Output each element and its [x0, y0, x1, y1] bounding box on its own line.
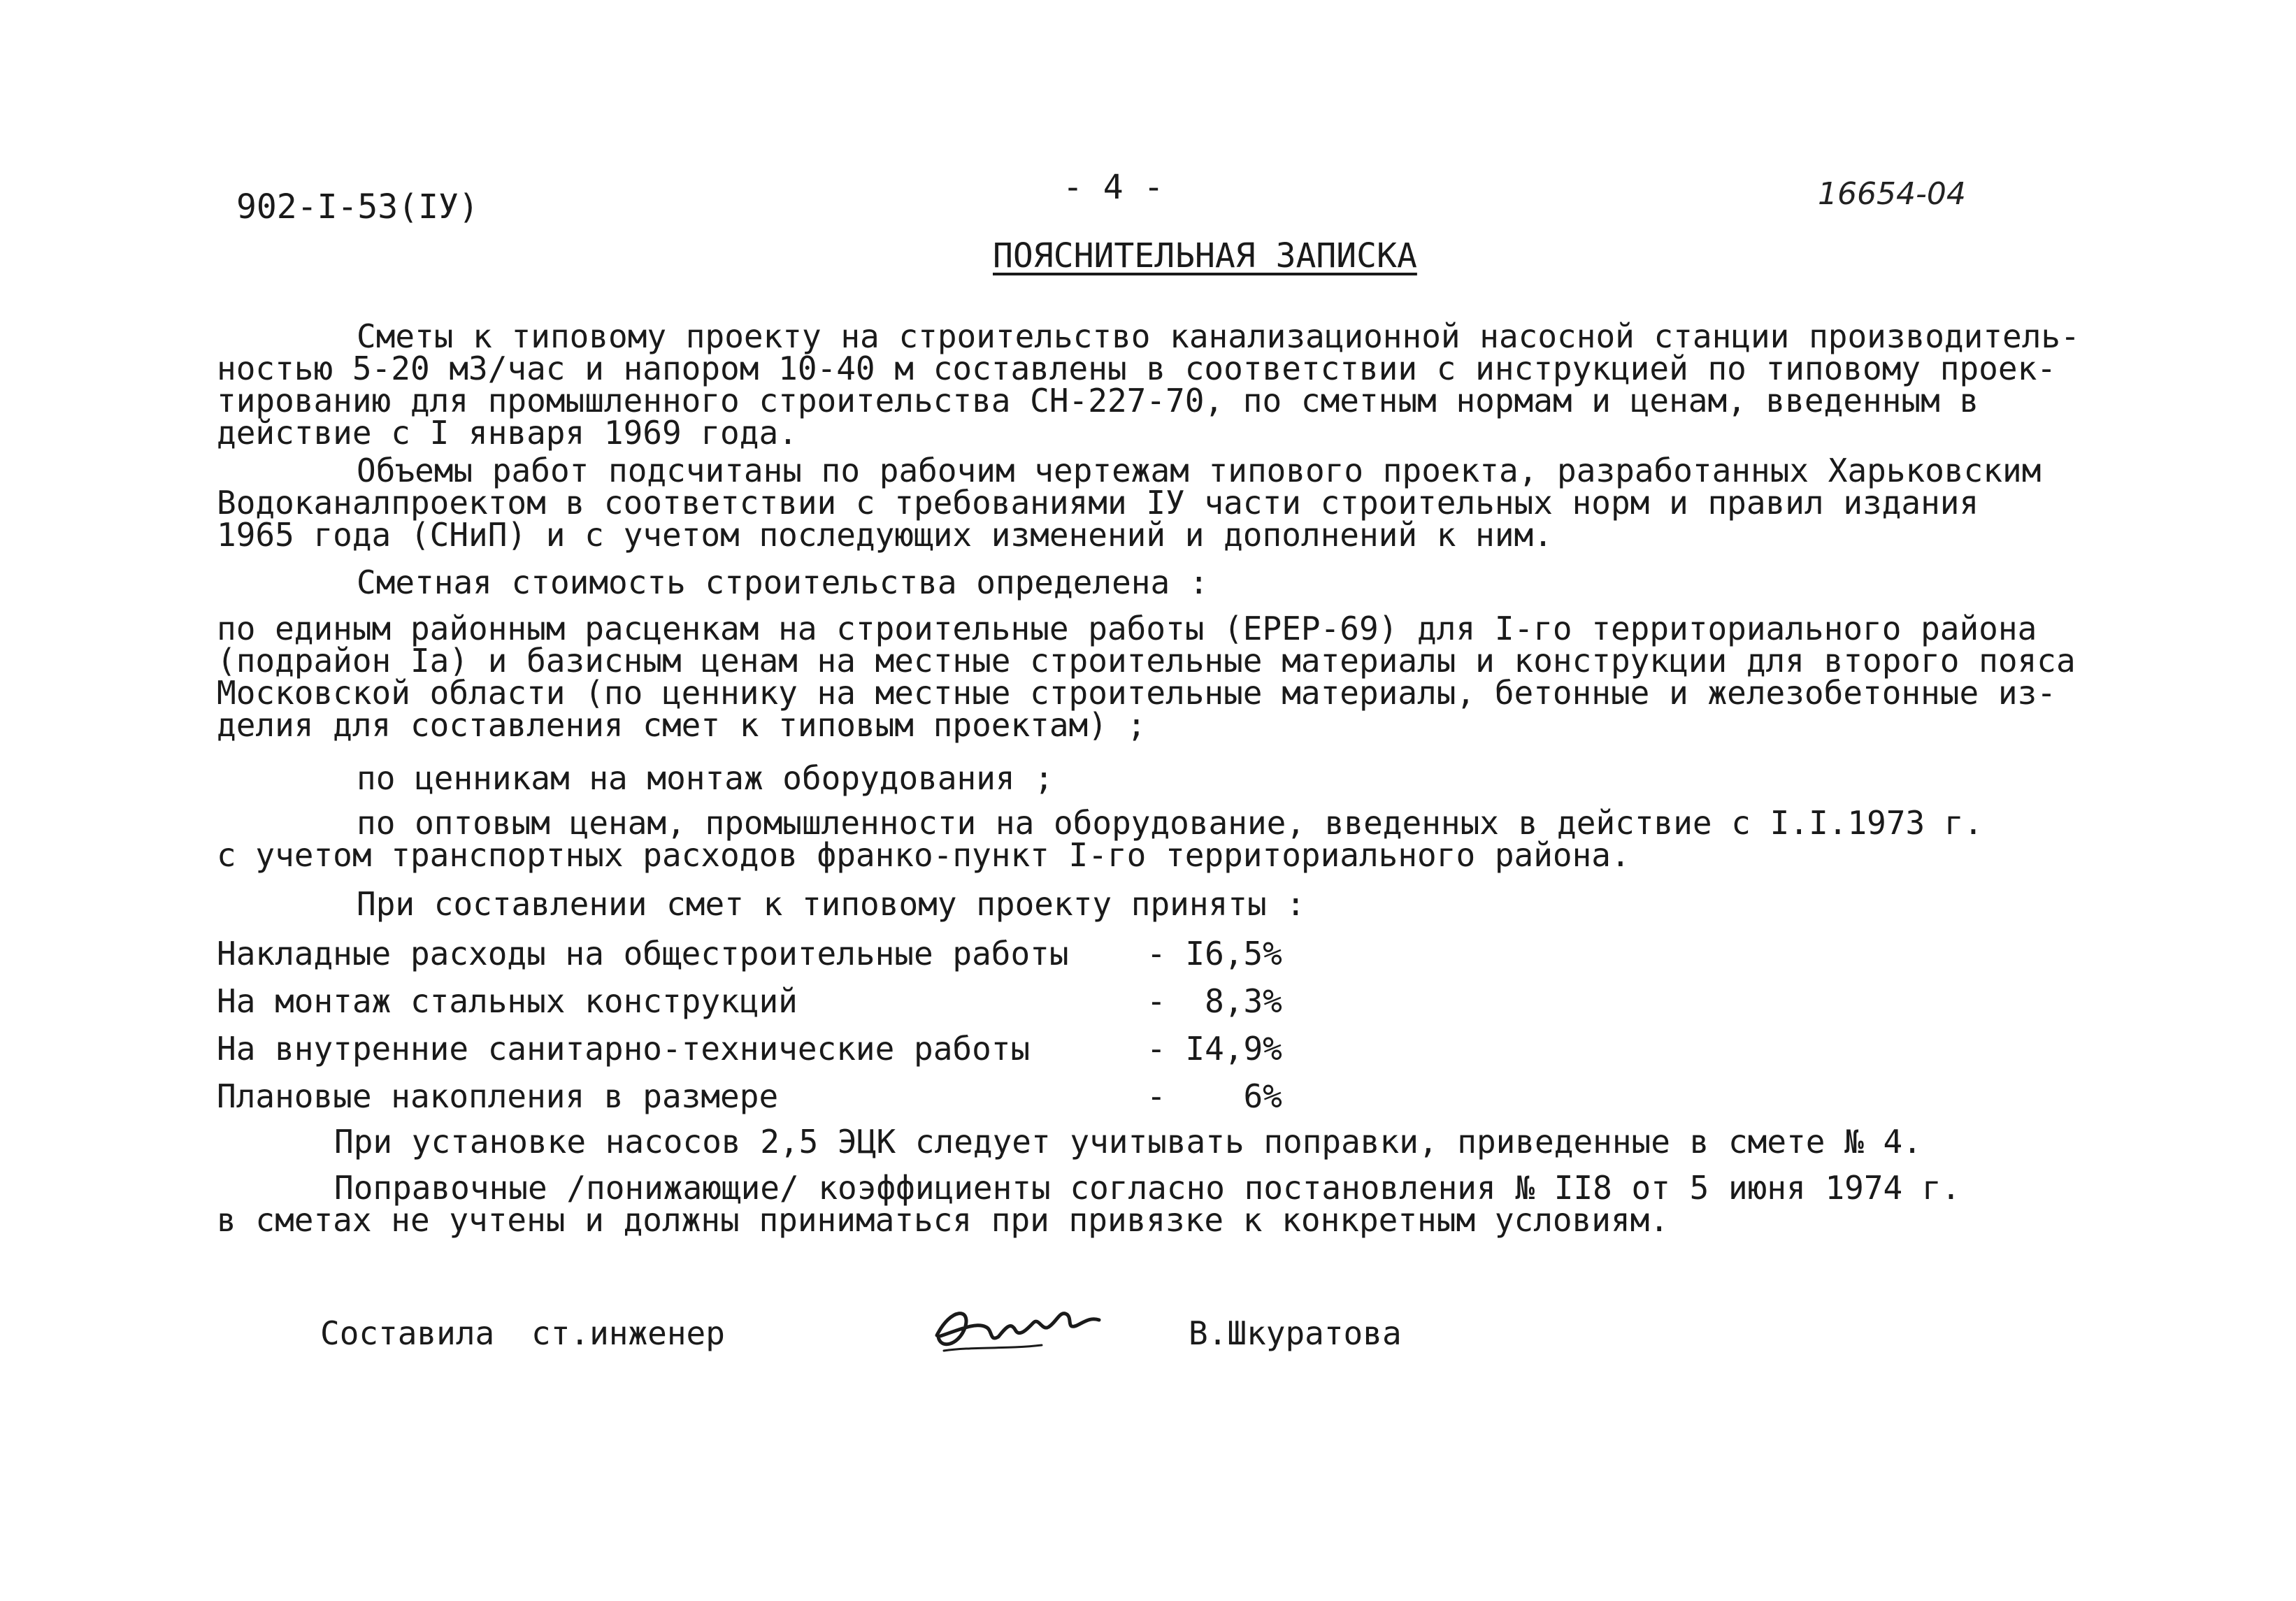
- rate-value: - I6,5%: [1147, 935, 1282, 972]
- document-code: 902-I-53(IУ): [236, 187, 479, 227]
- text-line: Водоканалпроектом в соответствии с требованиями IУ части строительных норм и правил издания: [217, 484, 1979, 522]
- rate-label: Накладные расходы на общестроительные работы: [217, 935, 1069, 972]
- paragraph-cost-defined: Сметная стоимость строительства определена :: [357, 563, 1209, 601]
- text-line: по единым районным расценкам на строительные работы (ЕРЕР-69) для I-го территориального района: [217, 610, 2037, 647]
- rate-value: - I4,9%: [1147, 1030, 1282, 1068]
- paragraph-volumes: [217, 452, 2062, 554]
- archive-number: 16654-04: [1818, 176, 1966, 212]
- paragraph-estimates: [217, 317, 2080, 452]
- text-line: Сметы к типовому проекту на строительство канализационной насосной станции производитель-: [357, 317, 2080, 355]
- text-line: действие с I января 1969 года.: [217, 414, 798, 452]
- text-line: ностью 5-20 м3/час и напором 10-40 м составлены в соответствии с инструкцией по типовому проек-: [217, 350, 2056, 387]
- rate-label: На внутренние санитарно-технические работы: [217, 1030, 1031, 1068]
- text-line: Московской области (по ценнику на местные строительные материалы, бетонные и железобетонные из-: [217, 674, 2056, 712]
- signature-label: Составила: [320, 1314, 495, 1352]
- text-line: в сметах не учтены и должны приниматься при привязке к конкретным условиям.: [217, 1201, 1670, 1239]
- text-line: 1965 года (СНиП) и с учетом последующих изменений и дополнений к ним.: [217, 516, 1553, 554]
- paragraph-accepted: При составлении смет к типовому проекту приняты :: [357, 885, 1306, 923]
- paragraph-wholesale-prices: [217, 804, 2062, 874]
- signature-position: ст.инженер: [531, 1314, 725, 1352]
- handwritten-signature: [923, 1286, 1112, 1363]
- paragraph-installation-prices: по ценникам на монтаж оборудования ;: [357, 759, 1054, 797]
- text-line: Объемы работ подсчитаны по рабочим чертежам типового проекта, разработанных Харьковским: [357, 452, 2042, 489]
- page-number: - 4 -: [1063, 168, 1164, 207]
- text-line: делия для составления смет к типовым проектам) ;: [217, 706, 1147, 744]
- text-line: с учетом транспортных расходов франко-пункт I-го территориального района.: [217, 836, 1630, 874]
- paragraph-pump-corrections: При установке насосов 2,5 ЭЦК следует учитывать поправки, приведенные в смете № 4.: [334, 1123, 1922, 1161]
- rate-value: - 6%: [1147, 1077, 1282, 1115]
- text-line: по оптовым ценам, промышленности на оборудование, введенных в действие с I.I.1973 г.: [357, 804, 1983, 842]
- paragraph-rates-source: [217, 610, 2104, 744]
- rate-label: На монтаж стальных конструкций: [217, 982, 798, 1020]
- rate-value: - 8,3%: [1147, 982, 1282, 1020]
- text-line: тированию для промышленного строительства СН-227-70, по сметным нормам и ценам, введенным в: [217, 382, 1979, 419]
- text-line: (подрайон Iа) и базисным ценам на местные строительные материалы и конструкции для второго пояса: [217, 642, 2076, 680]
- signatory-name: В.Шкуратова: [1189, 1314, 1402, 1352]
- rate-label: Плановые накопления в размере: [217, 1077, 779, 1115]
- text-line: Поправочные /понижающие/ коэффициенты согласно постановления № II8 от 5 июня 1974 г.: [334, 1169, 1961, 1207]
- document-title: ПОЯСНИТЕЛЬНАЯ ЗАПИСКА: [993, 236, 1417, 275]
